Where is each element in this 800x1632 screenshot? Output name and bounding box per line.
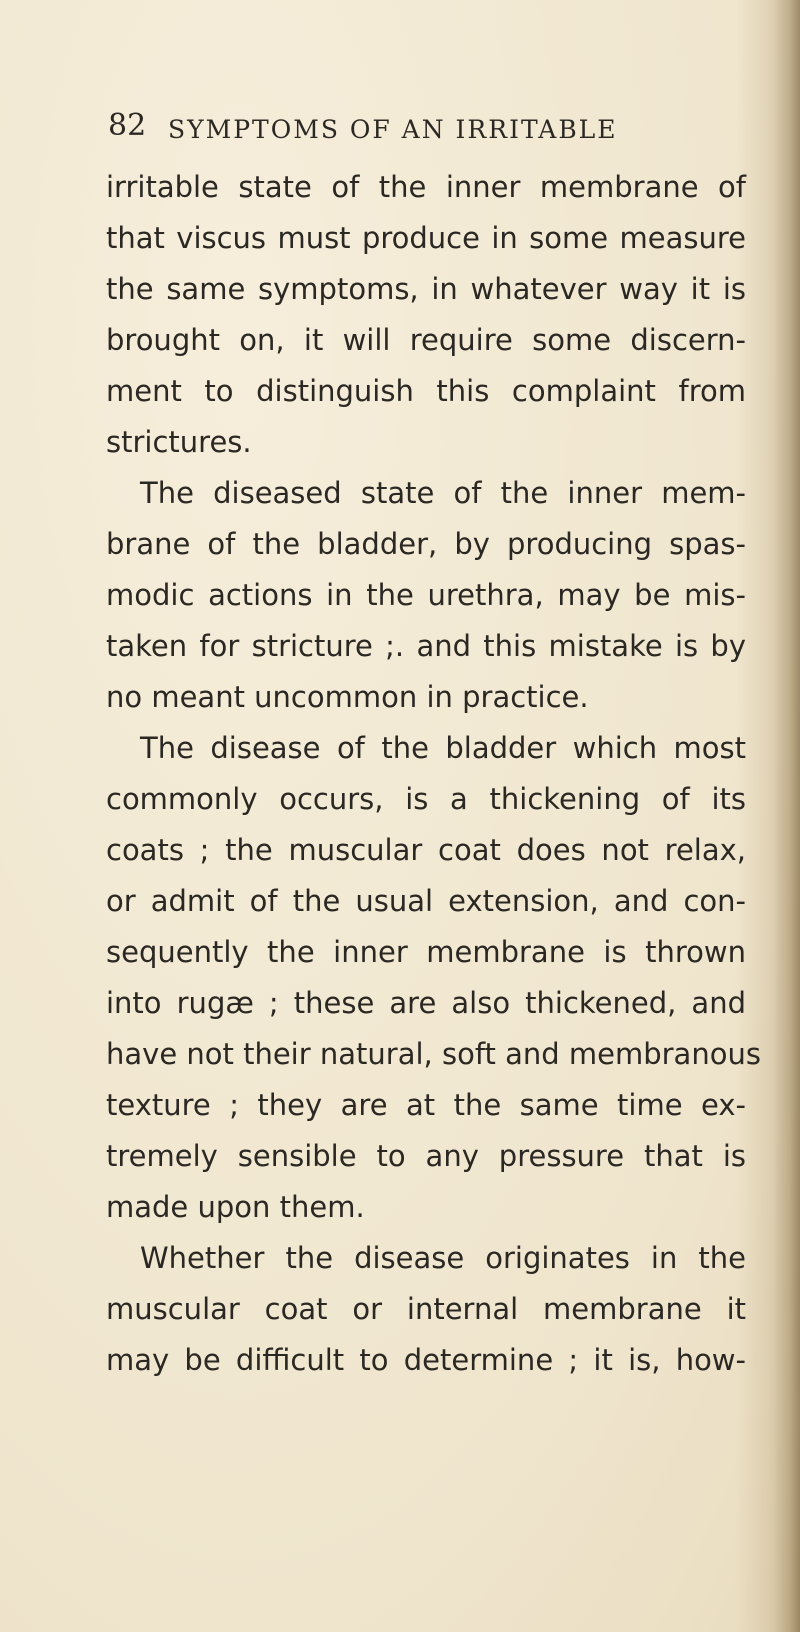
- text-line: into rugæ ; these are also thickened, and: [106, 986, 746, 1020]
- text-line: sequently the inner membrane is thrown: [106, 935, 746, 969]
- text-line: may be difficult to determine ; it is, how-: [106, 1343, 746, 1377]
- page-header: [108, 106, 748, 154]
- text-line: texture ; they are at the same time ex-: [106, 1088, 746, 1122]
- text-line: tremely sensible to any pressure that is: [106, 1139, 746, 1173]
- text-line: ment to distinguish this complaint from: [106, 374, 746, 408]
- text-line: irritable state of the inner membrane of: [106, 170, 746, 204]
- text-line: that viscus must produce in some measure: [106, 221, 746, 255]
- text-line: coats ; the muscular coat does not relax,: [106, 833, 746, 867]
- text-line: or admit of the usual extension, and con-: [106, 884, 746, 918]
- paragraph-start-line: Whether the disease originates in the: [140, 1241, 746, 1275]
- paragraph-start-line: The diseased state of the inner mem-: [140, 476, 746, 510]
- text-line: the same symptoms, in whatever way it is: [106, 272, 746, 306]
- text-line: brought on, it will require some discern-: [106, 323, 746, 357]
- running-title: SYMPTOMS OF AN IRRITABLE: [168, 115, 618, 144]
- text-line: modic actions in the urethra, may be mis-: [106, 578, 746, 612]
- paragraph-start-line: The disease of the bladder which most: [140, 731, 746, 765]
- text-line: have not their natural, soft and membranous: [106, 1037, 761, 1071]
- text-line: brane of the bladder, by producing spas-: [106, 527, 746, 561]
- page-edge-shadow: [774, 0, 800, 1632]
- text-line: commonly occurs, is a thickening of its: [106, 782, 746, 816]
- text-line: muscular coat or internal membrane it: [106, 1292, 746, 1326]
- page-number: 82: [108, 108, 147, 143]
- body-text: [106, 162, 761, 1386]
- text-line: taken for stricture ;. and this mistake is by: [106, 629, 746, 663]
- text-line: no meant uncommon in practice.: [106, 680, 589, 714]
- text-line: strictures.: [106, 425, 252, 459]
- text-line: made upon them.: [106, 1190, 365, 1224]
